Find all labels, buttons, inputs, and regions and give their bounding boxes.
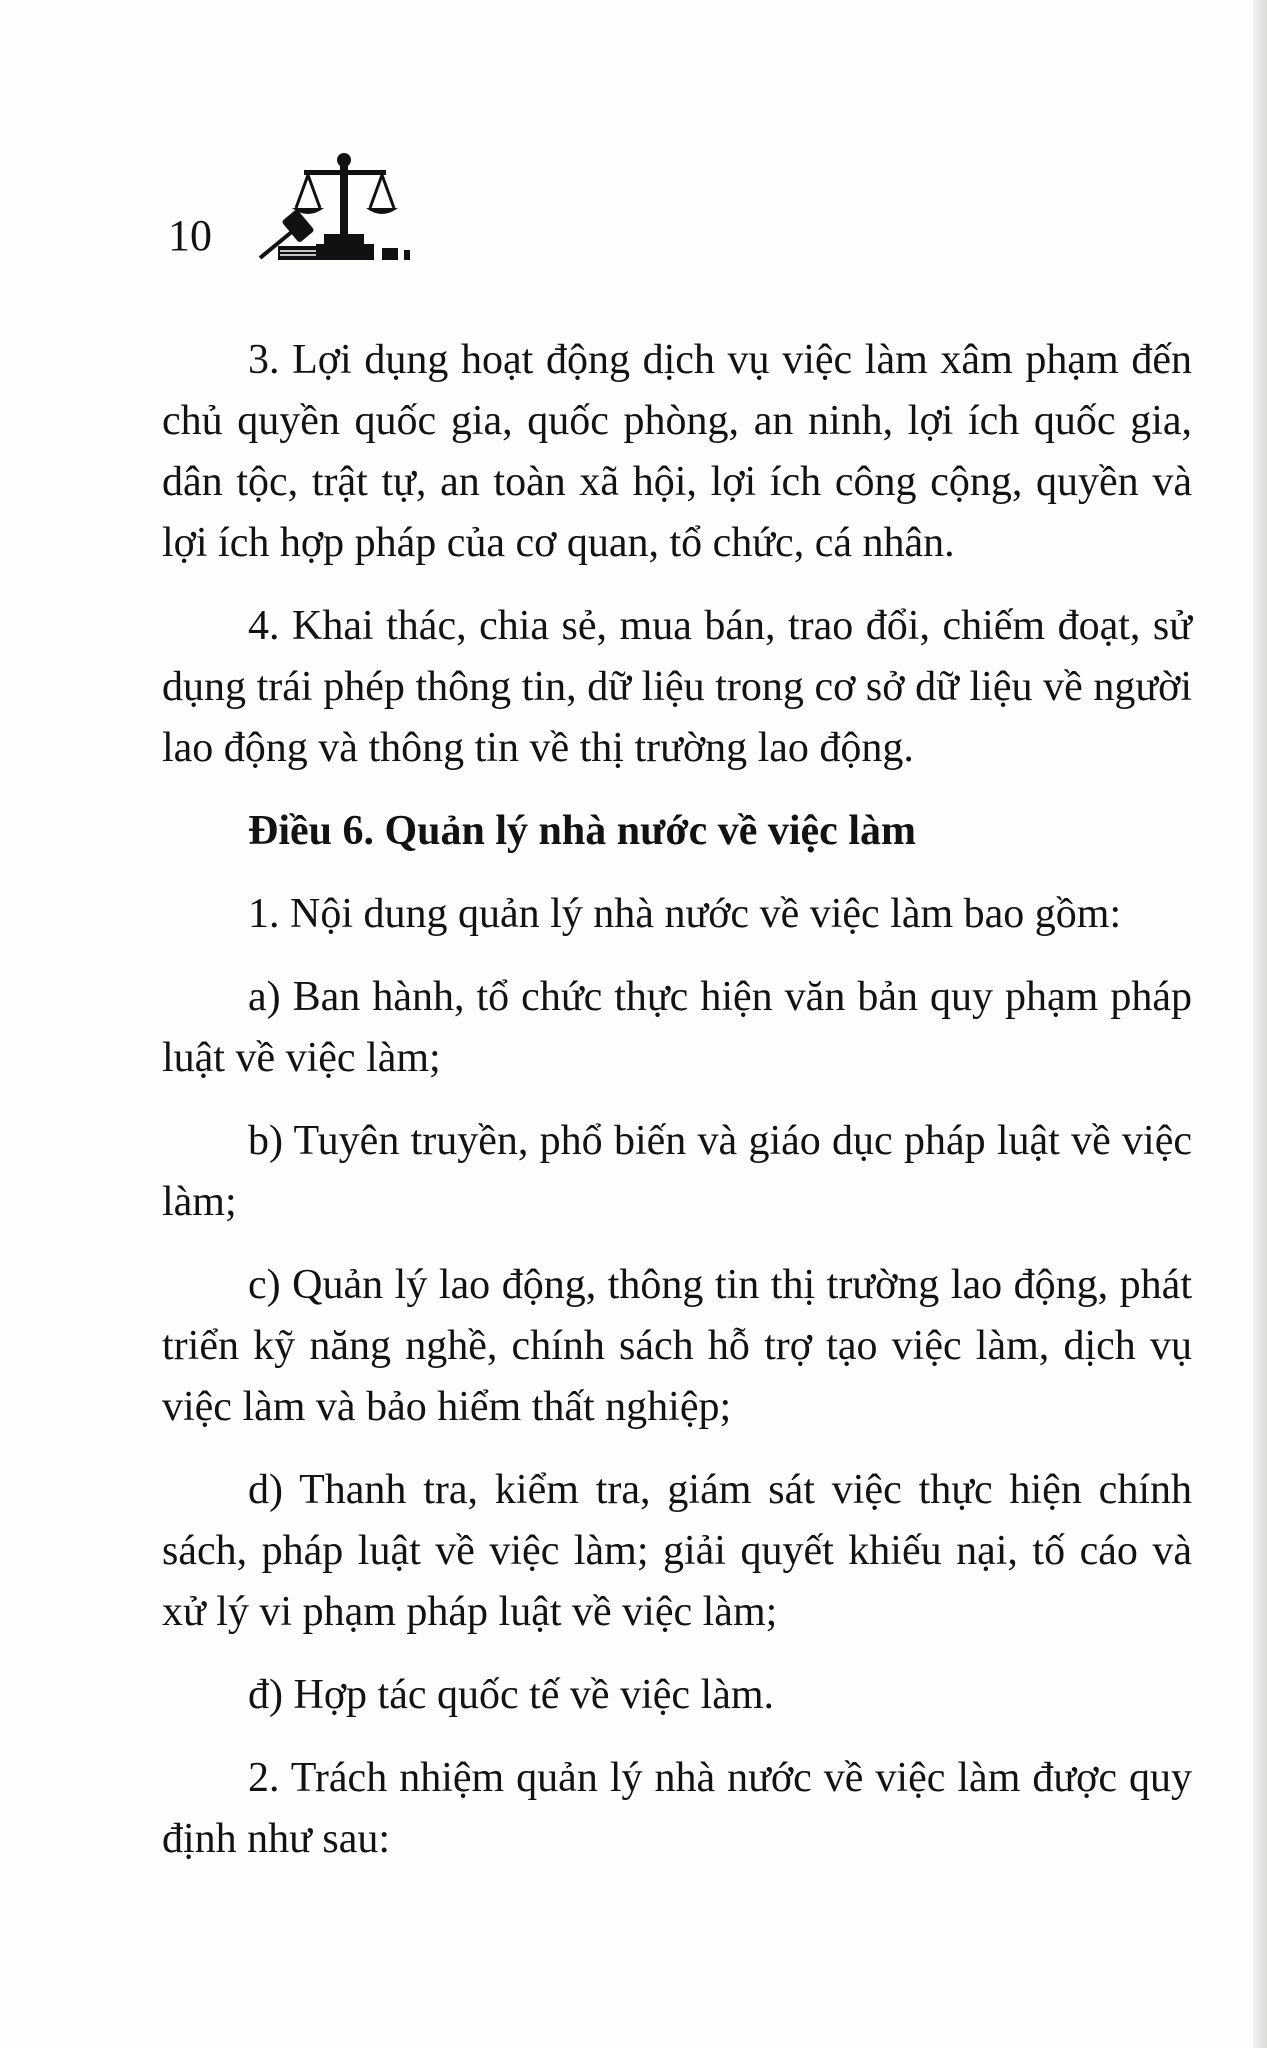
document-body <box>162 330 1192 1892</box>
paragraph-clause-4: 4. Khai thác, chia sẻ, mua bán, trao đổi, chiếm đoạt, sử dụng trái phép thông tin, dữ liệu trong cơ sở dữ liệu về người lao động và thông tin về thị trường lao động. <box>162 603 1192 771</box>
page-header <box>168 150 468 270</box>
paragraph-point-d: d) Thanh tra, kiểm tra, giám sát việc thực hiện chính sách, pháp luật về việc làm; giải quyết khiếu nại, tố cáo và xử lý vi phạm pháp luật về việc làm; <box>162 1467 1192 1635</box>
paragraph-point-c: c) Quản lý lao động, thông tin thị trường lao động, phát triển kỹ năng nghề, chính sách hỗ trợ tạo việc làm, dịch vụ việc làm và bảo hiểm thất nghiệp; <box>162 1262 1192 1430</box>
paragraph-point-a: a) Ban hành, tổ chức thực hiện văn bản quy phạm pháp luật về việc làm; <box>162 974 1192 1081</box>
page-number: 10 <box>168 211 212 260</box>
page-edge-shadow <box>1253 0 1267 2048</box>
paragraph-clause-3: 3. Lợi dụng hoạt động dịch vụ việc làm xâm phạm đến chủ quyền quốc gia, quốc phòng, an ninh, lợi ích quốc gia, dân tộc, trật tự, an toàn xã hội, lợi ích công cộng, quyền và lợi ích hợp pháp của cơ quan, tổ chức, cá nhân. <box>162 337 1192 566</box>
paragraph-point-b: b) Tuyên truyền, phổ biến và giáo dục pháp luật về việc làm; <box>162 1118 1192 1225</box>
paragraph-article-6-clause-2: 2. Trách nhiệm quản lý nhà nước về việc làm được quy định như sau: <box>162 1755 1192 1862</box>
article-6-heading: Điều 6. Quản lý nhà nước về việc làm <box>248 808 916 854</box>
paragraph-point-dd: đ) Hợp tác quốc tế về việc làm. <box>248 1672 775 1718</box>
scales-of-justice-gavel-icon <box>258 150 428 268</box>
paragraph-article-6-clause-1: 1. Nội dung quản lý nhà nước về việc làm bao gồm: <box>248 891 1122 937</box>
